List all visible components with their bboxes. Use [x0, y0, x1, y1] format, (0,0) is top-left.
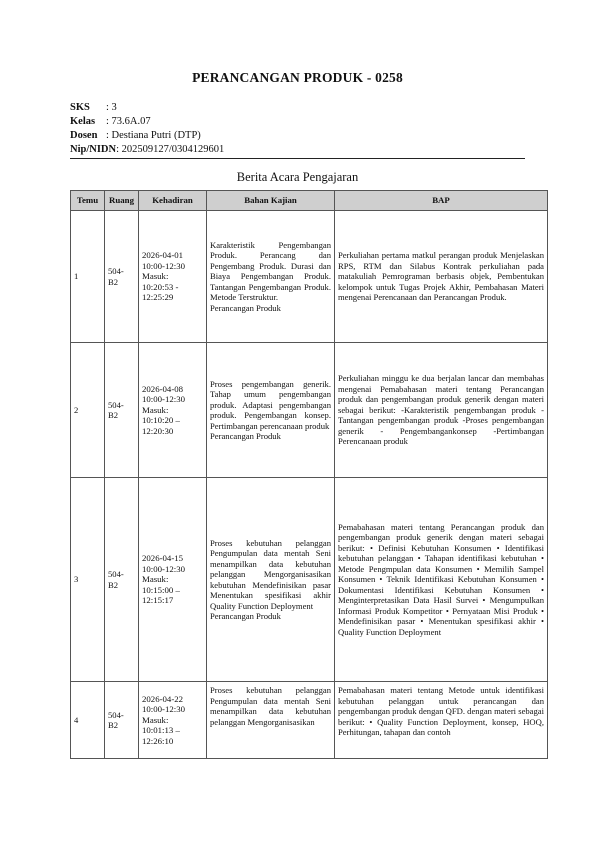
kelas-value: : 73.6A.07 [106, 116, 151, 127]
column-header-bap: BAP [335, 191, 548, 211]
cell-bap: Perkuliahan minggu ke dua berjalan lancar dan membahas mengenai Pemabahasan materi tentang Perancangan produk dan pengembangan produk generik dengan materi sebagai berikut: -Karakteristik pengembangan produk -Tantangan pengembangan produk -Proses pengembangan generik - Pengembangankonsep -Pertimbangan Perencanaan produk [335, 343, 548, 478]
cell-bahan-kajian: Karakteristik Pengembangan Produk. Perancang dan Pengembang Produk. Durasi dan Biaya Pengembangan Produk. Tantangan Pengembangan Produk. Metode Terstruktur. Perancangan Produk [207, 211, 335, 343]
table-row [71, 211, 548, 343]
cell-bap: Pemabahasan materi tentang Metode untuk identifikasi kebutuhan pelanggan untuk perancangan dan pengembangan produk dengan QFD. dengan materi sebagai berikut: • Quality Function Deployment, konsep, HOQ, Perhitungan, tahapan dan contoh [335, 682, 548, 759]
cell-bap: Perkuliahan pertama matkul perangan produk Menjelaskan RPS, RTM dan Silabus Kontrak perkuliahan pada matakuliah Pemrograman berbasis objek, Pembentukan kelompok untuk Tugas Projek Akhir, Pembahasan Materi mengenai Perencanaan dan Perancangan Produk. [335, 211, 548, 343]
cell-kehadiran: 2026-04-15 10:00-12:30 Masuk: 10:15:00 – 12:15:17 [139, 478, 207, 682]
dosen-value: : Destiana Putri (DTP) [106, 130, 201, 141]
nip-row [70, 143, 224, 157]
kelas-row [70, 115, 224, 129]
cell-temu: 3 [71, 478, 105, 682]
table-row [71, 343, 548, 478]
cell-temu: 1 [71, 211, 105, 343]
column-header-temu: Temu [71, 191, 105, 211]
nip-label: Nip/NIDN [70, 144, 117, 155]
cell-bahan-kajian: Proses kebutuhan pelanggan Pengumpulan data mentah Seni menampilkan data kebutuhan pelanggan Mengorganisasikan kebutuhan Mendefinisikan pasar Menentukan spesifikasi akhir Quality Function Deployment Perancangan Produk [207, 478, 335, 682]
column-header-ruang: Ruang [105, 191, 139, 211]
cell-bahan-kajian: Proses pengembangan generik. Tahap umum pengembangan produk. Adaptasi pengembangan produk. Pengembangan konsep. Pertimbangan perencanaan produk Perancangan Produk [207, 343, 335, 478]
sks-row [70, 101, 224, 115]
cell-ruang: 504- B2 [105, 478, 139, 682]
cell-kehadiran: 2026-04-08 10:00-12:30 Masuk: 10:10:20 – 12:20:30 [139, 343, 207, 478]
dosen-row [70, 129, 224, 143]
table-header-row [71, 191, 548, 211]
dosen-label: Dosen [70, 130, 98, 141]
cell-kehadiran: 2026-04-22 10:00-12:30 Masuk: 10:01:13 – 12:26:10 [139, 682, 207, 759]
bap-table [70, 190, 548, 759]
section-title: Berita Acara Pengajaran [236, 170, 359, 184]
sks-value: : 3 [106, 102, 117, 113]
kelas-label: Kelas [70, 116, 96, 127]
table-row [71, 682, 548, 759]
nip-value: : 202509127/0304129601 [116, 144, 225, 155]
cell-temu: 4 [71, 682, 105, 759]
cell-temu: 2 [71, 343, 105, 478]
column-header-kehadiran: Kehadiran [139, 191, 207, 211]
cell-bap: Pemabahasan materi tentang Perancangan produk dan pengembangan produk generik dengan materi sebagai berikut: • Definisi Kebutuhan Konsumen • Identifikasi kebutuhan pelanggan • Tahapan identifikasi kebutuhan • Metode Pengmpulan data Konsumen • Memilih Sampel Konsumen • Teknik Identifikasi Kebutuhan Konsumen • Dokumentasi Identifikasi Kebutuhan Konsumen • Menginterpretasikan Data Hasil Survei • Mengumpulkan Informasi Produk Kompetitor • Pernyataan Misi Produk • Mendefinisikan pasar • Menentukan spesifikasi akhir • Quality Function Deployment [335, 478, 548, 682]
cell-kehadiran: 2026-04-01 10:00-12:30 Masuk: 10:20:53 - 12:25:29 [139, 211, 207, 343]
header-divider [70, 158, 525, 159]
page-title: PERANCANGAN PRODUK - 0258 [192, 70, 403, 85]
cell-ruang: 504- B2 [105, 343, 139, 478]
course-info [70, 101, 224, 157]
cell-bahan-kajian: Proses kebutuhan pelanggan Pengumpulan data mentah Seni menampilkan data kebutuhan pelanggan Mengorganisasikan [207, 682, 335, 759]
cell-ruang: 504- B2 [105, 682, 139, 759]
sks-label: SKS [70, 102, 90, 113]
table-row [71, 478, 548, 682]
cell-ruang: 504- B2 [105, 211, 139, 343]
column-header-bahan-kajian: Bahan Kajian [207, 191, 335, 211]
